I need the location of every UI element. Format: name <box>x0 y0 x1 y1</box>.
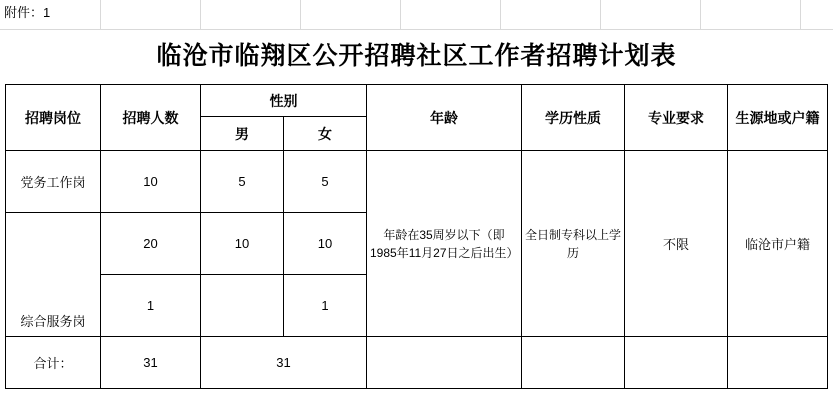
cell-female-3: 1 <box>284 275 367 337</box>
attachment-label: 附件：1 <box>4 5 51 20</box>
header-male: 男 <box>201 117 284 151</box>
cell-education-merged: 全日制专科以上学历 <box>522 151 625 337</box>
header-origin: 生源地或户籍 <box>728 85 828 151</box>
header-major: 专业要求 <box>625 85 728 151</box>
table-total-row <box>6 337 828 389</box>
table-row <box>6 151 828 213</box>
cell-male-3 <box>201 275 284 337</box>
header-gender: 性别 <box>201 85 367 117</box>
cell-female-1: 5 <box>284 151 367 213</box>
cell-total-education <box>522 337 625 389</box>
table-header-row-1 <box>6 85 828 117</box>
header-age: 年龄 <box>367 85 522 151</box>
cell-post-1: 党务工作岗 <box>6 151 101 213</box>
cell-origin-merged: 临沧市户籍 <box>728 151 828 337</box>
header-education: 学历性质 <box>522 85 625 151</box>
cell-total-age <box>367 337 522 389</box>
cell-total-gender: 31 <box>201 337 367 389</box>
header-post: 招聘岗位 <box>6 85 101 151</box>
cell-female-2: 10 <box>284 213 367 275</box>
cell-total-origin <box>728 337 828 389</box>
cell-number-3: 1 <box>101 275 201 337</box>
header-number: 招聘人数 <box>101 85 201 151</box>
cell-total-label: 合计： <box>6 337 101 389</box>
cell-number-1: 10 <box>101 151 201 213</box>
cell-major-merged: 不限 <box>625 151 728 337</box>
cell-total-major <box>625 337 728 389</box>
page-title: 临沧市临翔区公开招聘社区工作者招聘计划表 <box>156 43 677 70</box>
header-female: 女 <box>284 117 367 151</box>
cell-male-1: 5 <box>201 151 284 213</box>
spreadsheet-gridlines <box>0 0 833 30</box>
cell-post-2: 综合服务岗 <box>6 213 101 337</box>
cell-total-number: 31 <box>101 337 201 389</box>
cell-number-2: 20 <box>101 213 201 275</box>
cell-age-merged: 年龄在35周岁以下（即1985年11月27日之后出生） <box>367 151 522 337</box>
cell-male-2: 10 <box>201 213 284 275</box>
recruitment-plan-table <box>5 84 828 389</box>
